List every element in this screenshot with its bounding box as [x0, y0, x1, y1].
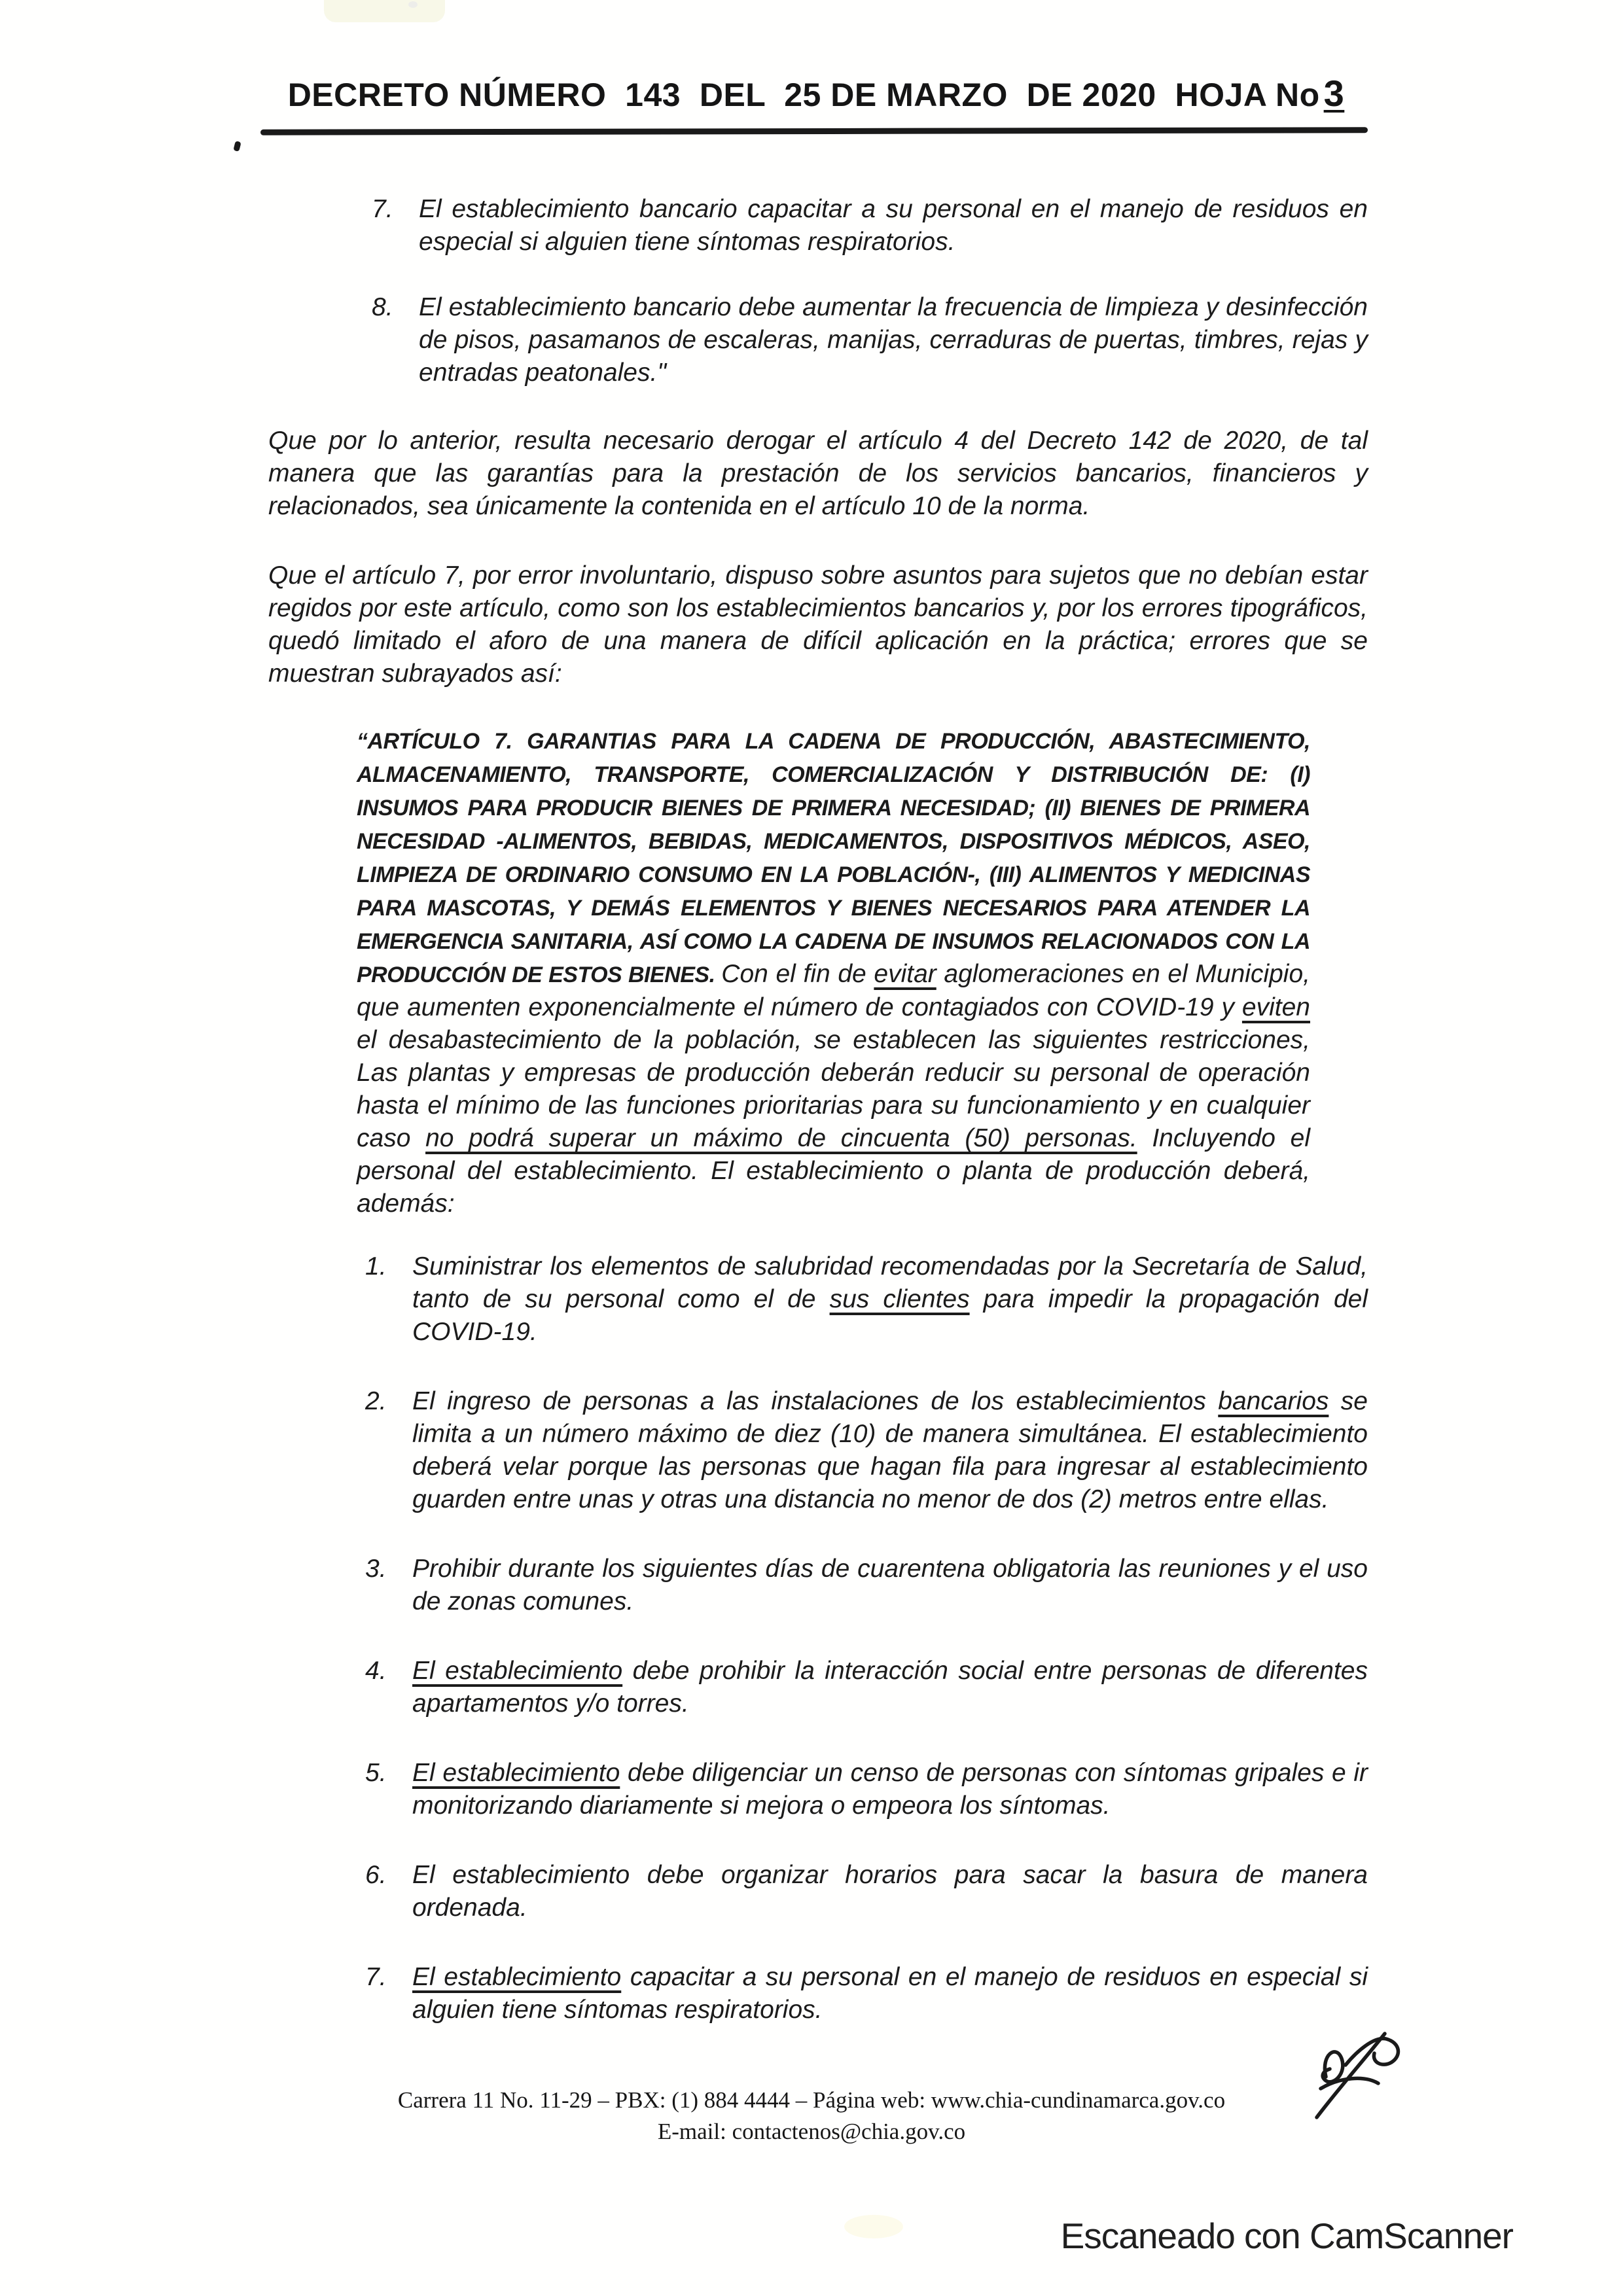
footer-email-line: E-mail: contactenos@chia.gov.co — [657, 2119, 966, 2144]
blockquote-bold-text — [357, 729, 1310, 987]
text-run: para impedir la propagación del COVID-19. — [412, 1285, 1368, 1346]
text-run: El establecimiento — [412, 1759, 620, 1787]
scan-smudge — [844, 2215, 903, 2238]
document-content — [0, 73, 1623, 2026]
list-item-text — [412, 1655, 1368, 1720]
list-item — [268, 1961, 1368, 2026]
header-title: DECRETO NÚMERO 143 DEL 25 DE MARZO DE 2020 HOJA No — [287, 77, 1320, 113]
list-item-text — [419, 193, 1368, 258]
list-item-text — [412, 1553, 1368, 1618]
list-item-number: 4. — [365, 1657, 387, 1685]
text-run: el desabastecimiento de la población, se establecen las siguientes restricciones, Las plantas y empresas de producción deberán reducir su personal de operación hasta el mínimo de las funciones prioritarias para su funcionamiento y en cualquier caso — [357, 1026, 1310, 1152]
footer-address-line: Carrera 11 No. 11-29 – PBX: (1) 884 4444 – Página web: www.chia-cundinamarca.gov.co — [397, 2087, 1226, 2113]
list-item — [268, 1859, 1368, 1924]
blockquote-articulo-7 — [268, 724, 1368, 1220]
text-run: Suministrar los elementos de salubridad recomendadas por la Secretaría de Salud, tanto de su personal como el de — [412, 1252, 1368, 1313]
list-item-text — [412, 1859, 1368, 1924]
page-number: 3 — [1323, 73, 1345, 114]
list-item — [268, 193, 1368, 258]
text-run: bancarios — [1218, 1387, 1329, 1415]
text-run: capacitar a su personal en el manejo de residuos en especial si alguien tiene síntomas respiratorios. — [412, 1963, 1368, 2024]
text-run: El establecimiento — [412, 1657, 623, 1685]
list-item — [268, 1385, 1368, 1516]
list-item — [268, 1553, 1368, 1618]
text-run: evitar — [874, 960, 936, 988]
list-item-number: 1. — [365, 1252, 387, 1280]
list-item-number: 6. — [365, 1861, 387, 1889]
text-run: no podrá superar un máximo de cincuenta (50) personas. — [425, 1124, 1137, 1152]
list-item-number: 3. — [365, 1555, 387, 1583]
list-item — [268, 1655, 1368, 1720]
list-item-number: 8. — [372, 293, 393, 321]
text-run: sus clientes — [829, 1285, 970, 1313]
list-item-text — [412, 1757, 1368, 1822]
header-divider — [260, 127, 1368, 135]
list-item-number: 5. — [365, 1759, 387, 1787]
text-run: debe prohibir la interacción social entre personas de diferentes apartamentos y/o torres. — [412, 1657, 1368, 1718]
list-item-number: 2. — [365, 1387, 387, 1415]
paragraph — [268, 425, 1368, 523]
list-item — [268, 1757, 1368, 1822]
text-run: El establecimiento — [412, 1963, 622, 1991]
scan-smudge — [324, 0, 445, 22]
list-item-number: 7. — [365, 1963, 387, 1991]
list-item-text — [419, 291, 1368, 389]
text-run: eviten — [1241, 993, 1310, 1021]
text-run: Con el fin de — [721, 960, 874, 988]
page-header — [268, 73, 1368, 114]
text-run: Que por lo anterior, resulta necesario derogar el artículo 4 del Decreto 142 de 2020, de tal manera que las garantías para la prestación de los servicios bancarios, financieros y relacionados, sea únicamente la contenida en el artículo 10 de la norma. — [268, 427, 1368, 520]
text-run: Prohibir durante los siguientes días de cuarentena obligatoria las reuniones y el uso de zonas comunes. — [412, 1555, 1368, 1616]
text-run: “ARTÍCULO 7. GARANTIAS PARA LA CADENA DE PRODUCCIÓN, ABASTECIMIENTO, ALMACENAMIENTO, TRANSPORTE, COMERCIALIZACIÓN Y DISTRIBUCIÓN DE: (I) INSUMOS PARA PRODUCIR BIENES DE PRIMERA NECESIDAD; (II) BIENES DE PRIMERA NECESIDAD -ALIMENTOS, BEBIDAS, MEDICAMENTOS, DISPOSITIVOS MÉDICOS, ASEO, LIMPIEZA DE ORDINARIO CONSUMO EN LA POBLACIÓN-, (III) ALIMENTOS Y MEDICINAS PARA MASCOTAS, Y DEMÁS ELEMENTOS Y BIENES NECESARIOS PARA ATENDER LA EMERGENCIA SANITARIA, ASÍ COMO LA CADENA DE INSUMOS RELACIONADOS CON LA PRODUCCIÓN DE ESTOS BIENES. — [357, 729, 1310, 987]
text-run: El establecimiento bancario capacitar a su personal en el manejo de residuos en especial si alguien tiene síntomas respiratorios. — [419, 195, 1368, 256]
text-run: Incluyendo el personal del establecimiento. El establecimiento o planta de producción deberá, además: — [357, 1124, 1310, 1218]
page-footer — [0, 2085, 1623, 2147]
text-run: debe diligenciar un censo de personas con síntomas gripales e ir monitorizando diariamente si mejora o empeora los síntomas. — [412, 1759, 1368, 1820]
list-item-number: 7. — [372, 195, 393, 223]
text-run: se limita a un número máximo de diez (10) de manera simultánea. El establecimiento deberá velar porque las personas que hagan fila para ingresar al establecimiento guarden entre unas y otras una distancia no menor de dos (2) metros entre ellas. — [412, 1387, 1368, 1513]
list-item-text — [412, 1250, 1368, 1349]
text-run: aglomeraciones en el Municipio, que aumenten exponencialmente el número de contagiados con COVID-19 y — [357, 960, 1310, 1021]
text-run: El establecimiento bancario debe aumentar la frecuencia de limpieza y desinfección de pisos, pasamanos de escaleras, manijas, cerraduras de puertas, timbres, rejas y entradas peatonales." — [419, 293, 1368, 387]
camscanner-watermark: Escaneado con CamScanner — [1060, 2216, 1513, 2256]
list-item — [268, 1250, 1368, 1349]
blockquote-regular-text — [357, 960, 1310, 1218]
text-run: El establecimiento debe organizar horarios para sacar la basura de manera ordenada. — [412, 1861, 1368, 1922]
scan-smudge — [408, 1, 418, 8]
list-item — [268, 291, 1368, 389]
list-item-text — [412, 1385, 1368, 1516]
text-run: Que el artículo 7, por error involuntario, dispuso sobre asuntos para sujetos que no debían estar regidos por este artículo, como son los establecimientos bancarios y, por los errores tipográficos, quedó limitado el aforo de una manera de difícil aplicación en la práctica; errores que se muestran subrayados así: — [268, 561, 1368, 688]
paragraph — [268, 559, 1368, 690]
list-item-text — [412, 1961, 1368, 2026]
text-run: El ingreso de personas a las instalaciones de los establecimientos — [412, 1387, 1219, 1415]
